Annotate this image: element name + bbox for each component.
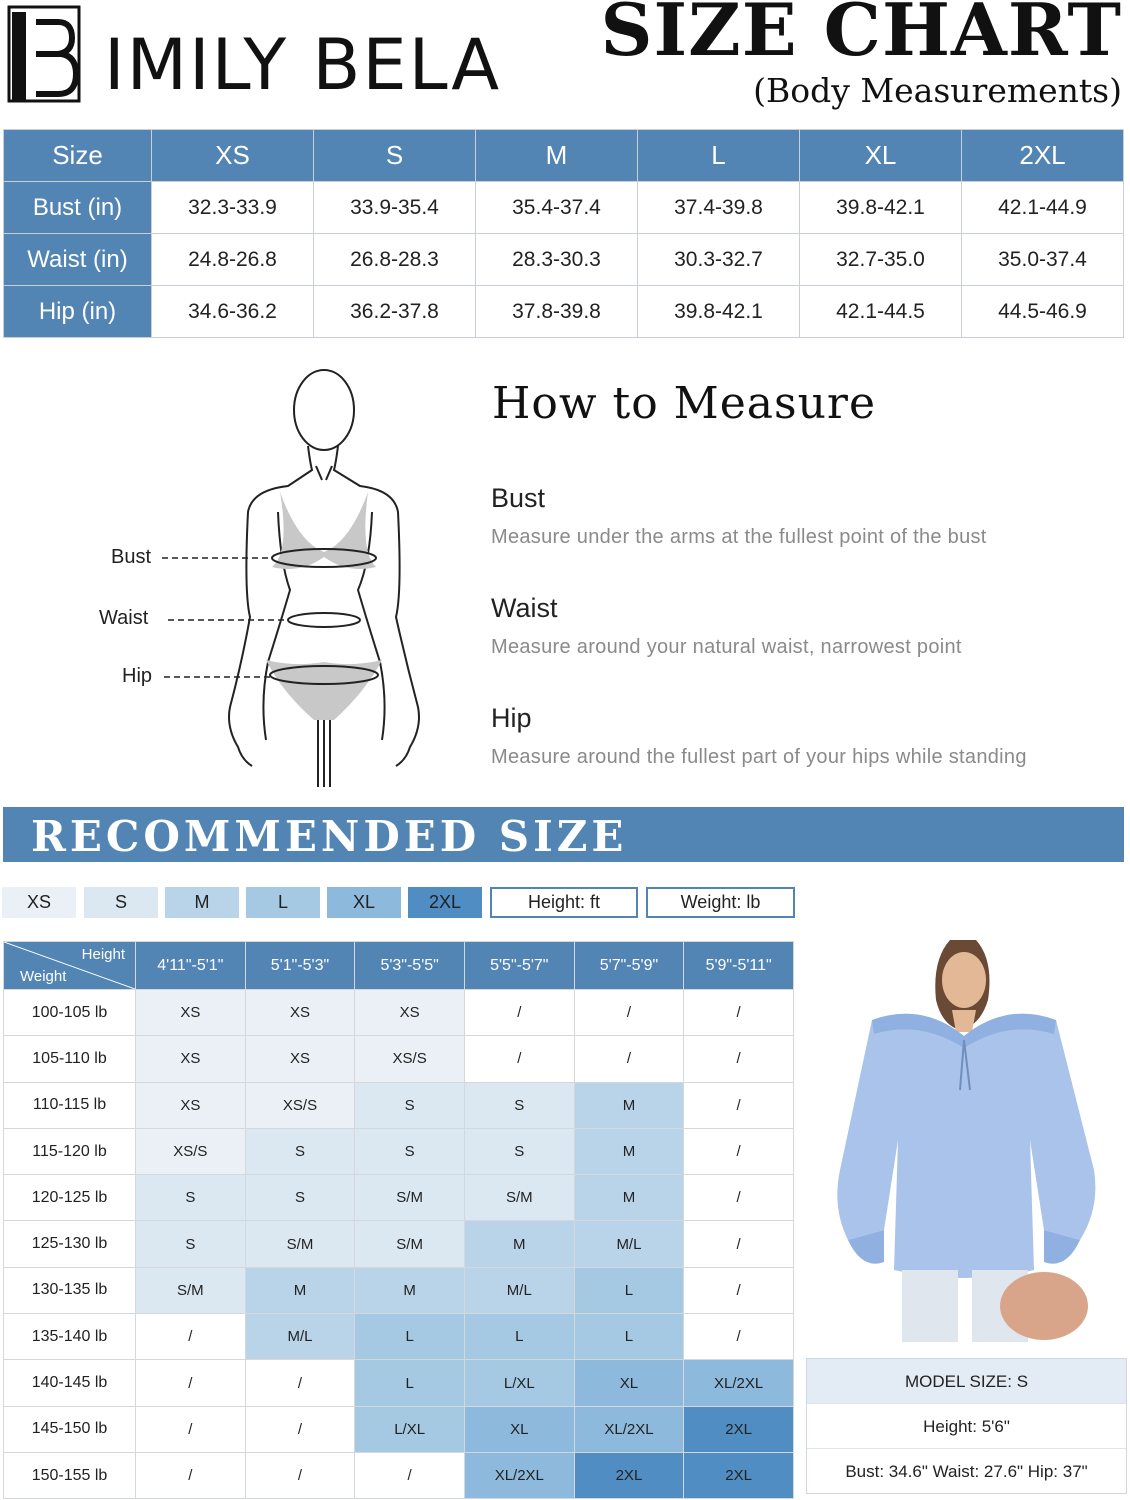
size-cell: 2XL [684, 1406, 794, 1452]
table-row [4, 1128, 794, 1174]
table-cell: 24.8-26.8 [152, 234, 314, 286]
size-cell: XS/S [136, 1128, 246, 1174]
size-col-header: 2XL [962, 130, 1124, 182]
table-cell: 32.7-35.0 [800, 234, 962, 286]
page-subtitle: (Body Measurements) [753, 71, 1122, 110]
measure-bust-desc: Measure under the arms at the fullest point of the bust [491, 526, 987, 548]
size-cell: S [355, 1128, 465, 1174]
table-cell: 44.5-46.9 [962, 286, 1124, 338]
page-title: SIZE CHART [600, 0, 1122, 72]
size-cell: / [684, 1267, 794, 1313]
height-col-header: 5'7"-5'9" [574, 942, 684, 990]
size-cell: XL/2XL [574, 1406, 684, 1452]
measure-waist-desc: Measure around your natural waist, narrowest point [491, 636, 962, 658]
size-cell: M/L [574, 1221, 684, 1267]
recommended-size-table [3, 941, 794, 1499]
size-cell: XL [464, 1406, 574, 1452]
legend-height-unit: Height: ft [490, 887, 638, 918]
model-size: MODEL SIZE: S [807, 1359, 1126, 1404]
table-cell: 39.8-42.1 [800, 182, 962, 234]
size-cell: M [574, 1175, 684, 1221]
size-cell: / [245, 1360, 355, 1406]
legend-l: L [246, 887, 320, 918]
size-cell: M/L [245, 1314, 355, 1360]
size-cell: XS [136, 990, 246, 1036]
measure-waist-title: Waist [491, 593, 558, 623]
legend-weight-unit: Weight: lb [646, 887, 795, 918]
height-col-header: 5'5"-5'7" [464, 942, 574, 990]
size-cell: S [464, 1128, 574, 1174]
size-cell: S/M [464, 1175, 574, 1221]
size-cell: / [464, 990, 574, 1036]
brand-logo-mark [6, 4, 82, 104]
size-cell: / [684, 1082, 794, 1128]
table-cell: 42.1-44.5 [800, 286, 962, 338]
size-col-header: L [638, 130, 800, 182]
height-weight-corner [4, 942, 136, 990]
table-row [4, 234, 1124, 286]
body-measurements-table [3, 129, 1124, 338]
size-cell: / [574, 990, 684, 1036]
row-label: Hip (in) [4, 286, 152, 338]
size-col-header: XS [152, 130, 314, 182]
how-to-measure-title: How to Measure [492, 378, 876, 429]
table-row [4, 1082, 794, 1128]
size-col-header: S [314, 130, 476, 182]
size-cell: M [245, 1267, 355, 1313]
size-cell: M [355, 1267, 465, 1313]
size-cell: XS [136, 1082, 246, 1128]
size-cell: XS [245, 990, 355, 1036]
size-cell: M/L [464, 1267, 574, 1313]
recommended-size-title: RECOMMENDED SIZE [31, 812, 628, 861]
size-cell: L [355, 1314, 465, 1360]
figure-label-waist: Waist [99, 607, 149, 629]
size-cell: / [136, 1406, 246, 1452]
table-cell: 36.2-37.8 [314, 286, 476, 338]
legend-m: M [165, 887, 239, 918]
legend-xl: XL [327, 887, 401, 918]
table-row [4, 1314, 794, 1360]
legend-xs: XS [2, 887, 76, 918]
weight-row-label: 125-130 lb [4, 1221, 136, 1267]
weight-row-label: 130-135 lb [4, 1267, 136, 1313]
size-cell: / [684, 990, 794, 1036]
model-photo [832, 940, 1102, 1342]
size-cell: S/M [355, 1175, 465, 1221]
size-cell: / [245, 1406, 355, 1452]
figure-label-hip: Hip [122, 665, 153, 687]
table-row [4, 1360, 794, 1406]
size-cell: L [574, 1314, 684, 1360]
weight-row-label: 135-140 lb [4, 1314, 136, 1360]
figure-label-bust: Bust [111, 546, 152, 568]
size-cell: S [136, 1221, 246, 1267]
size-cell: 2XL [684, 1452, 794, 1498]
size-cell: XS [245, 1036, 355, 1082]
weight-row-label: 115-120 lb [4, 1128, 136, 1174]
weight-row-label: 140-145 lb [4, 1360, 136, 1406]
table-cell: 28.3-30.3 [476, 234, 638, 286]
size-cell: / [355, 1452, 465, 1498]
size-cell: L [574, 1267, 684, 1313]
size-cell: XS/S [355, 1036, 465, 1082]
table-row [4, 990, 794, 1036]
table-row [4, 1406, 794, 1452]
size-cell: XS [355, 990, 465, 1036]
size-cell: S [464, 1082, 574, 1128]
model-measurements: Bust: 34.6" Waist: 27.6" Hip: 37" [845, 1462, 1088, 1481]
row-label: Waist (in) [4, 234, 152, 286]
table-header-row [4, 130, 1124, 182]
table-cell: 37.8-39.8 [476, 286, 638, 338]
table-header-row [4, 942, 794, 990]
size-cell: / [684, 1128, 794, 1174]
legend-s: S [84, 887, 158, 918]
height-col-header: 4'11"-5'1" [136, 942, 246, 990]
table-cell: 35.0-37.4 [962, 234, 1124, 286]
size-cell: S [245, 1128, 355, 1174]
size-cell: / [136, 1314, 246, 1360]
table-row [4, 1036, 794, 1082]
size-cell: / [684, 1175, 794, 1221]
size-cell: XS/S [245, 1082, 355, 1128]
weight-row-label: 150-155 lb [4, 1452, 136, 1498]
size-cell: M [574, 1128, 684, 1174]
size-cell: / [136, 1452, 246, 1498]
table-row [4, 1267, 794, 1313]
table-cell: 37.4-39.8 [638, 182, 800, 234]
size-cell: L/XL [355, 1406, 465, 1452]
size-cell: / [245, 1452, 355, 1498]
measure-hip-desc: Measure around the fullest part of your hips while standing [491, 746, 1027, 768]
table-row [4, 286, 1124, 338]
size-cell: S [136, 1175, 246, 1221]
weight-row-label: 105-110 lb [4, 1036, 136, 1082]
model-info-card [806, 1358, 1127, 1494]
size-cell: M [574, 1082, 684, 1128]
table-row [4, 1221, 794, 1267]
size-cell: S [245, 1175, 355, 1221]
corner-weight-label: Weight [20, 968, 67, 985]
size-cell: / [684, 1314, 794, 1360]
size-cell: L/XL [464, 1360, 574, 1406]
size-cell: L [355, 1360, 465, 1406]
size-col-header: M [476, 130, 638, 182]
recommended-size-rows [4, 990, 794, 1499]
table-cell: 26.8-28.3 [314, 234, 476, 286]
table-row [4, 1175, 794, 1221]
size-cell: XL/2XL [684, 1360, 794, 1406]
table-cell: 42.1-44.9 [962, 182, 1124, 234]
height-col-header: 5'3"-5'5" [355, 942, 465, 990]
table-cell: 32.3-33.9 [152, 182, 314, 234]
table-row [4, 1452, 794, 1498]
height-col-header: 5'9"-5'11" [684, 942, 794, 990]
size-col-header: XL [800, 130, 962, 182]
legend-2xl: 2XL [408, 887, 482, 918]
size-cell: XL [574, 1360, 684, 1406]
size-cell: S [355, 1082, 465, 1128]
recommended-size-banner [3, 807, 1124, 862]
size-cell: M [464, 1221, 574, 1267]
weight-row-label: 145-150 lb [4, 1406, 136, 1452]
corner-height-label: Height [81, 946, 125, 963]
measure-hip-title: Hip [491, 703, 532, 733]
size-cell: S/M [136, 1267, 246, 1313]
table-row [4, 182, 1124, 234]
brand-name: IMILY BELA [104, 24, 502, 106]
size-cell: / [464, 1036, 574, 1082]
size-cell: / [684, 1036, 794, 1082]
weight-row-label: 120-125 lb [4, 1175, 136, 1221]
table-cell: 39.8-42.1 [638, 286, 800, 338]
model-height: Height: 5'6" [807, 1404, 1126, 1449]
table-cell: 35.4-37.4 [476, 182, 638, 234]
body-figure-illustration [90, 362, 430, 787]
size-cell: 2XL [574, 1452, 684, 1498]
table-cell: 30.3-32.7 [638, 234, 800, 286]
weight-row-label: 100-105 lb [4, 990, 136, 1036]
size-cell: L [464, 1314, 574, 1360]
size-header: Size [4, 130, 152, 182]
table-cell: 33.9-35.4 [314, 182, 476, 234]
measure-bust-title: Bust [491, 483, 546, 513]
size-cell: S/M [355, 1221, 465, 1267]
size-cell: / [574, 1036, 684, 1082]
row-label: Bust (in) [4, 182, 152, 234]
size-cell: XS [136, 1036, 246, 1082]
table-cell: 34.6-36.2 [152, 286, 314, 338]
weight-row-label: 110-115 lb [4, 1082, 136, 1128]
height-col-header: 5'1"-5'3" [245, 942, 355, 990]
size-cell: / [684, 1221, 794, 1267]
size-cell: XL/2XL [464, 1452, 574, 1498]
size-cell: S/M [245, 1221, 355, 1267]
size-cell: / [136, 1360, 246, 1406]
